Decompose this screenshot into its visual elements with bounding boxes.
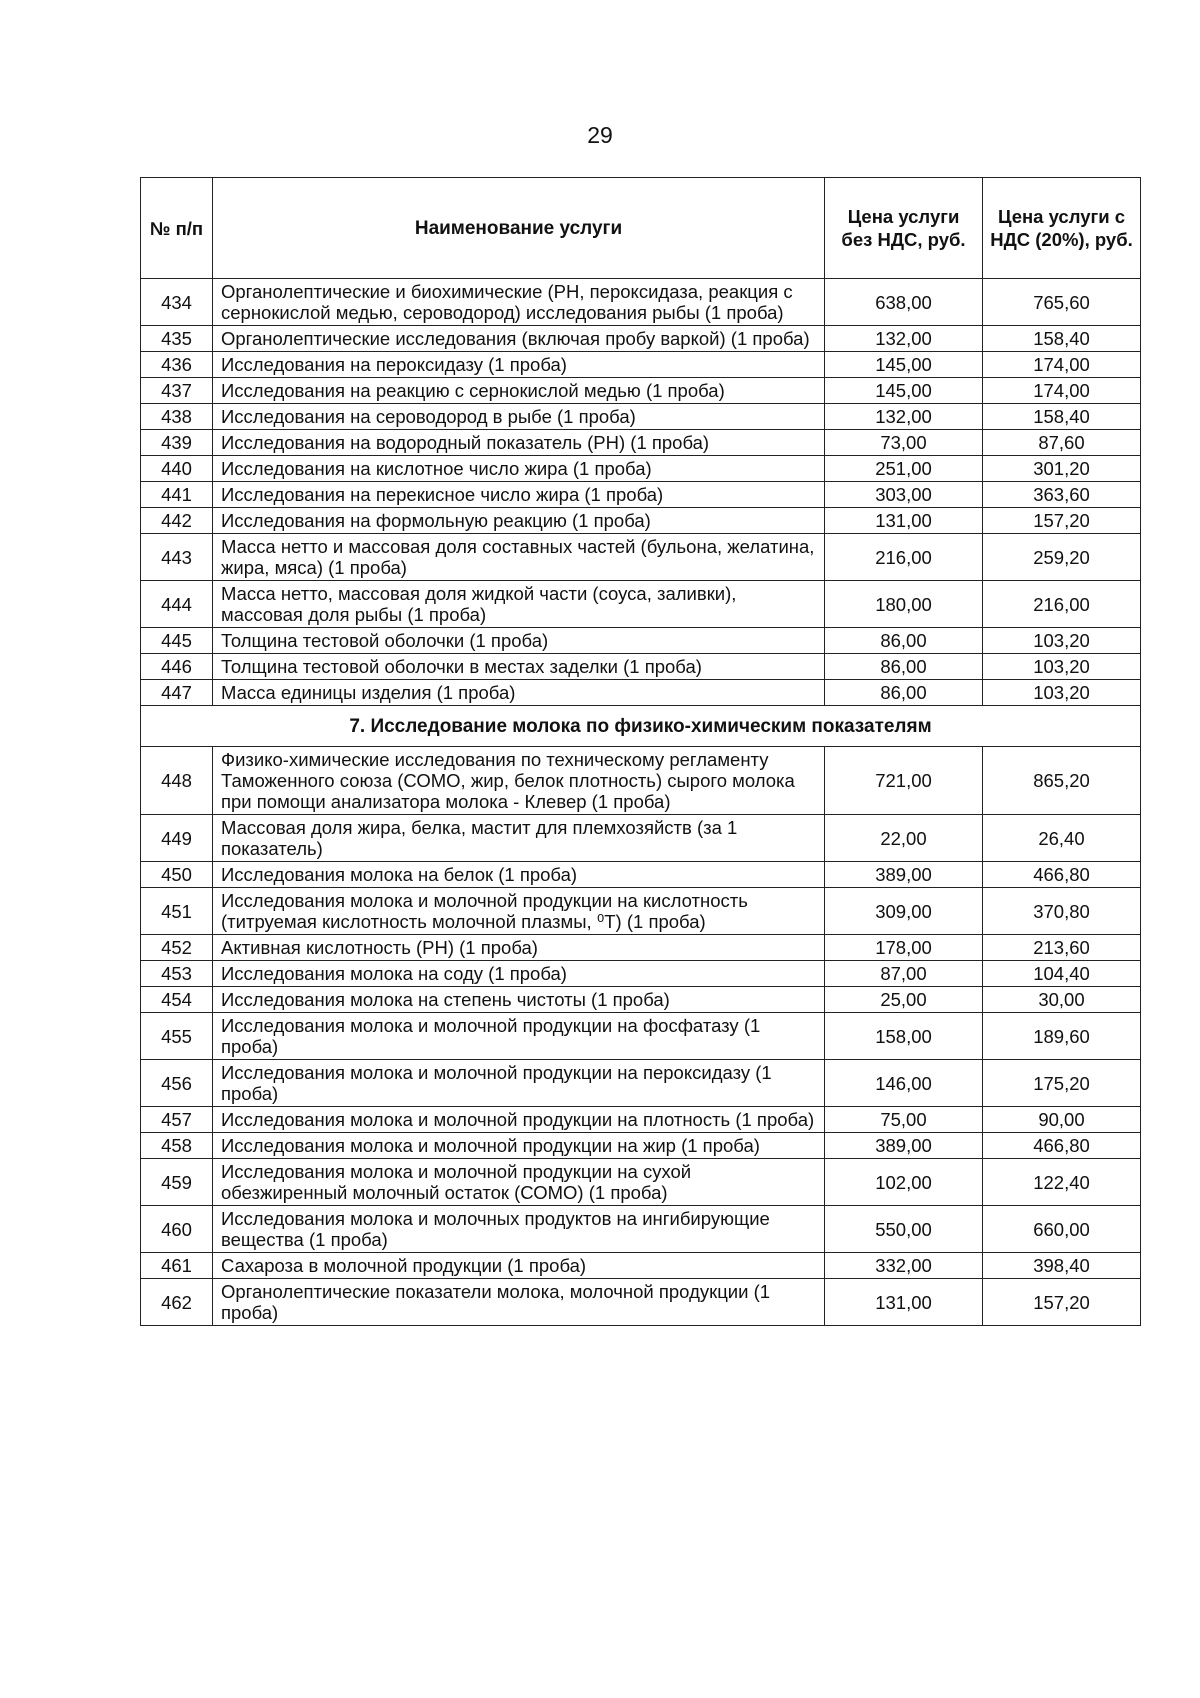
table-header-row <box>141 178 1141 279</box>
service-name: Массовая доля жира, белка, мастит для племхозяйств (за 1 показатель) <box>213 815 825 862</box>
price-with-vat: 175,20 <box>983 1060 1141 1107</box>
table-row <box>141 378 1141 404</box>
service-name: Исследования молока и молочных продуктов на ингибирующие вещества (1 проба) <box>213 1206 825 1253</box>
price-with-vat: 30,00 <box>983 987 1141 1013</box>
price-no-vat: 132,00 <box>825 326 983 352</box>
price-with-vat: 104,40 <box>983 961 1141 987</box>
service-name: Органолептические исследования (включая пробу варкой) (1 проба) <box>213 326 825 352</box>
row-number: 442 <box>141 508 213 534</box>
service-name: Масса нетто и массовая доля составных частей (бульона, желатина, жира, мяса) (1 проба) <box>213 534 825 581</box>
table-row <box>141 862 1141 888</box>
row-number: 460 <box>141 1206 213 1253</box>
row-number: 452 <box>141 935 213 961</box>
header-name: Наименование услуги <box>213 178 825 279</box>
service-name: Исследования молока и молочной продукции на сухой обезжиренный молочный остаток (СОМО) (1 проба) <box>213 1159 825 1206</box>
service-name: Исследования молока на степень чистоты (1 проба) <box>213 987 825 1013</box>
price-with-vat: 189,60 <box>983 1013 1141 1060</box>
price-no-vat: 102,00 <box>825 1159 983 1206</box>
price-with-vat: 216,00 <box>983 581 1141 628</box>
service-name: Толщина тестовой оболочки (1 проба) <box>213 628 825 654</box>
table-row <box>141 654 1141 680</box>
price-no-vat: 146,00 <box>825 1060 983 1107</box>
table-row <box>141 628 1141 654</box>
service-name: Исследования молока и молочной продукции на пероксидазу (1 проба) <box>213 1060 825 1107</box>
price-no-vat: 131,00 <box>825 508 983 534</box>
row-number: 444 <box>141 581 213 628</box>
service-name: Исследования молока и молочной продукции на жир (1 проба) <box>213 1133 825 1159</box>
table-body-fish <box>141 279 1141 706</box>
table-row <box>141 888 1141 935</box>
row-number: 447 <box>141 680 213 706</box>
service-name: Физико-химические исследования по техническому регламенту Таможенного союза (СОМО, жир, белок плотность) сырого молока при помощи анализатора молока - Клевер (1 проба) <box>213 747 825 815</box>
price-with-vat: 466,80 <box>983 862 1141 888</box>
service-name: Исследования на перекисное число жира (1 проба) <box>213 482 825 508</box>
service-name: Исследования молока и молочной продукции на плотность (1 проба) <box>213 1107 825 1133</box>
price-with-vat: 259,20 <box>983 534 1141 581</box>
row-number: 441 <box>141 482 213 508</box>
table-row <box>141 935 1141 961</box>
header-price-no-vat: Цена услуги без НДС, руб. <box>825 178 983 279</box>
table-row <box>141 1133 1141 1159</box>
price-with-vat: 370,80 <box>983 888 1141 935</box>
service-name: Исследования молока и молочной продукции на фосфатазу (1 проба) <box>213 1013 825 1060</box>
table-row <box>141 279 1141 326</box>
page-number: 29 <box>587 122 613 148</box>
price-no-vat: 721,00 <box>825 747 983 815</box>
price-no-vat: 87,00 <box>825 961 983 987</box>
service-name: Исследования молока на соду (1 проба) <box>213 961 825 987</box>
price-no-vat: 75,00 <box>825 1107 983 1133</box>
row-number: 454 <box>141 987 213 1013</box>
header-num: № п/п <box>141 178 213 279</box>
row-number: 457 <box>141 1107 213 1133</box>
price-with-vat: 90,00 <box>983 1107 1141 1133</box>
price-no-vat: 132,00 <box>825 404 983 430</box>
row-number: 449 <box>141 815 213 862</box>
price-no-vat: 158,00 <box>825 1013 983 1060</box>
price-table <box>140 177 1141 1326</box>
price-with-vat: 660,00 <box>983 1206 1141 1253</box>
price-no-vat: 86,00 <box>825 680 983 706</box>
row-number: 455 <box>141 1013 213 1060</box>
price-no-vat: 251,00 <box>825 456 983 482</box>
table-row <box>141 680 1141 706</box>
price-with-vat: 157,20 <box>983 1279 1141 1326</box>
table-row <box>141 1253 1141 1279</box>
table-row <box>141 987 1141 1013</box>
row-number: 453 <box>141 961 213 987</box>
price-with-vat: 158,40 <box>983 404 1141 430</box>
row-number: 440 <box>141 456 213 482</box>
table-row <box>141 404 1141 430</box>
service-name: Исследования на пероксидазу (1 проба) <box>213 352 825 378</box>
service-name: Сахароза в молочной продукции (1 проба) <box>213 1253 825 1279</box>
price-with-vat: 301,20 <box>983 456 1141 482</box>
price-with-vat: 103,20 <box>983 654 1141 680</box>
service-name: Исследования на сероводород в рыбе (1 проба) <box>213 404 825 430</box>
row-number: 458 <box>141 1133 213 1159</box>
row-number: 434 <box>141 279 213 326</box>
row-number: 446 <box>141 654 213 680</box>
price-with-vat: 157,20 <box>983 508 1141 534</box>
row-number: 443 <box>141 534 213 581</box>
price-with-vat: 213,60 <box>983 935 1141 961</box>
table-row <box>141 1279 1141 1326</box>
service-name: Активная кислотность (РН) (1 проба) <box>213 935 825 961</box>
price-no-vat: 216,00 <box>825 534 983 581</box>
table-row <box>141 456 1141 482</box>
table-row <box>141 815 1141 862</box>
service-name: Масса нетто, массовая доля жидкой части (соуса, заливки), массовая доля рыбы (1 проба) <box>213 581 825 628</box>
price-with-vat: 87,60 <box>983 430 1141 456</box>
row-number: 437 <box>141 378 213 404</box>
row-number: 436 <box>141 352 213 378</box>
price-no-vat: 389,00 <box>825 862 983 888</box>
service-name: Органолептические показатели молока, молочной продукции (1 проба) <box>213 1279 825 1326</box>
price-no-vat: 145,00 <box>825 378 983 404</box>
table-row <box>141 1060 1141 1107</box>
row-number: 438 <box>141 404 213 430</box>
header-price-vat: Цена услуги с НДС (20%), руб. <box>983 178 1141 279</box>
price-with-vat: 103,20 <box>983 680 1141 706</box>
row-number: 435 <box>141 326 213 352</box>
row-number: 461 <box>141 1253 213 1279</box>
service-name: Исследования молока и молочной продукции на кислотность (титруемая кислотность молочной плазмы, ⁰Т) (1 проба) <box>213 888 825 935</box>
price-with-vat: 363,60 <box>983 482 1141 508</box>
price-no-vat: 73,00 <box>825 430 983 456</box>
price-no-vat: 25,00 <box>825 987 983 1013</box>
table-row <box>141 1013 1141 1060</box>
table-row <box>141 352 1141 378</box>
price-with-vat: 103,20 <box>983 628 1141 654</box>
service-name: Органолептические и биохимические (РН, пероксидаза, реакция с сернокислой медью, сероводород) исследования рыбы (1 проба) <box>213 279 825 326</box>
table-row <box>141 508 1141 534</box>
service-name: Исследования молока на белок (1 проба) <box>213 862 825 888</box>
row-number: 439 <box>141 430 213 456</box>
price-with-vat: 174,00 <box>983 352 1141 378</box>
price-no-vat: 86,00 <box>825 654 983 680</box>
row-number: 450 <box>141 862 213 888</box>
service-name: Толщина тестовой оболочки в местах заделки (1 проба) <box>213 654 825 680</box>
price-no-vat: 638,00 <box>825 279 983 326</box>
table-row <box>141 534 1141 581</box>
price-with-vat: 765,60 <box>983 279 1141 326</box>
table-row <box>141 326 1141 352</box>
table-row <box>141 961 1141 987</box>
price-no-vat: 86,00 <box>825 628 983 654</box>
price-no-vat: 131,00 <box>825 1279 983 1326</box>
price-with-vat: 398,40 <box>983 1253 1141 1279</box>
price-no-vat: 145,00 <box>825 352 983 378</box>
price-no-vat: 180,00 <box>825 581 983 628</box>
price-with-vat: 158,40 <box>983 326 1141 352</box>
table-row <box>141 747 1141 815</box>
service-name: Исследования на водородный показатель (РН) (1 проба) <box>213 430 825 456</box>
price-no-vat: 389,00 <box>825 1133 983 1159</box>
price-with-vat: 122,40 <box>983 1159 1141 1206</box>
section-block <box>141 706 1141 747</box>
row-number: 462 <box>141 1279 213 1326</box>
row-number: 456 <box>141 1060 213 1107</box>
price-no-vat: 332,00 <box>825 1253 983 1279</box>
table-row <box>141 430 1141 456</box>
price-no-vat: 550,00 <box>825 1206 983 1253</box>
row-number: 451 <box>141 888 213 935</box>
table-row <box>141 1206 1141 1253</box>
table-row <box>141 1159 1141 1206</box>
section-row <box>141 706 1141 747</box>
row-number: 448 <box>141 747 213 815</box>
service-name: Масса единицы изделия (1 проба) <box>213 680 825 706</box>
price-with-vat: 466,80 <box>983 1133 1141 1159</box>
service-name: Исследования на реакцию с сернокислой медью (1 проба) <box>213 378 825 404</box>
price-no-vat: 309,00 <box>825 888 983 935</box>
price-no-vat: 22,00 <box>825 815 983 862</box>
row-number: 445 <box>141 628 213 654</box>
price-with-vat: 865,20 <box>983 747 1141 815</box>
table-row <box>141 581 1141 628</box>
price-no-vat: 178,00 <box>825 935 983 961</box>
price-with-vat: 174,00 <box>983 378 1141 404</box>
price-no-vat: 303,00 <box>825 482 983 508</box>
section-title: 7. Исследование молока по физико-химическим показателям <box>141 706 1141 747</box>
table-body-milk <box>141 747 1141 1326</box>
price-with-vat: 26,40 <box>983 815 1141 862</box>
service-name: Исследования на формольную реакцию (1 проба) <box>213 508 825 534</box>
table-row <box>141 1107 1141 1133</box>
row-number: 459 <box>141 1159 213 1206</box>
table-row <box>141 482 1141 508</box>
service-name: Исследования на кислотное число жира (1 проба) <box>213 456 825 482</box>
